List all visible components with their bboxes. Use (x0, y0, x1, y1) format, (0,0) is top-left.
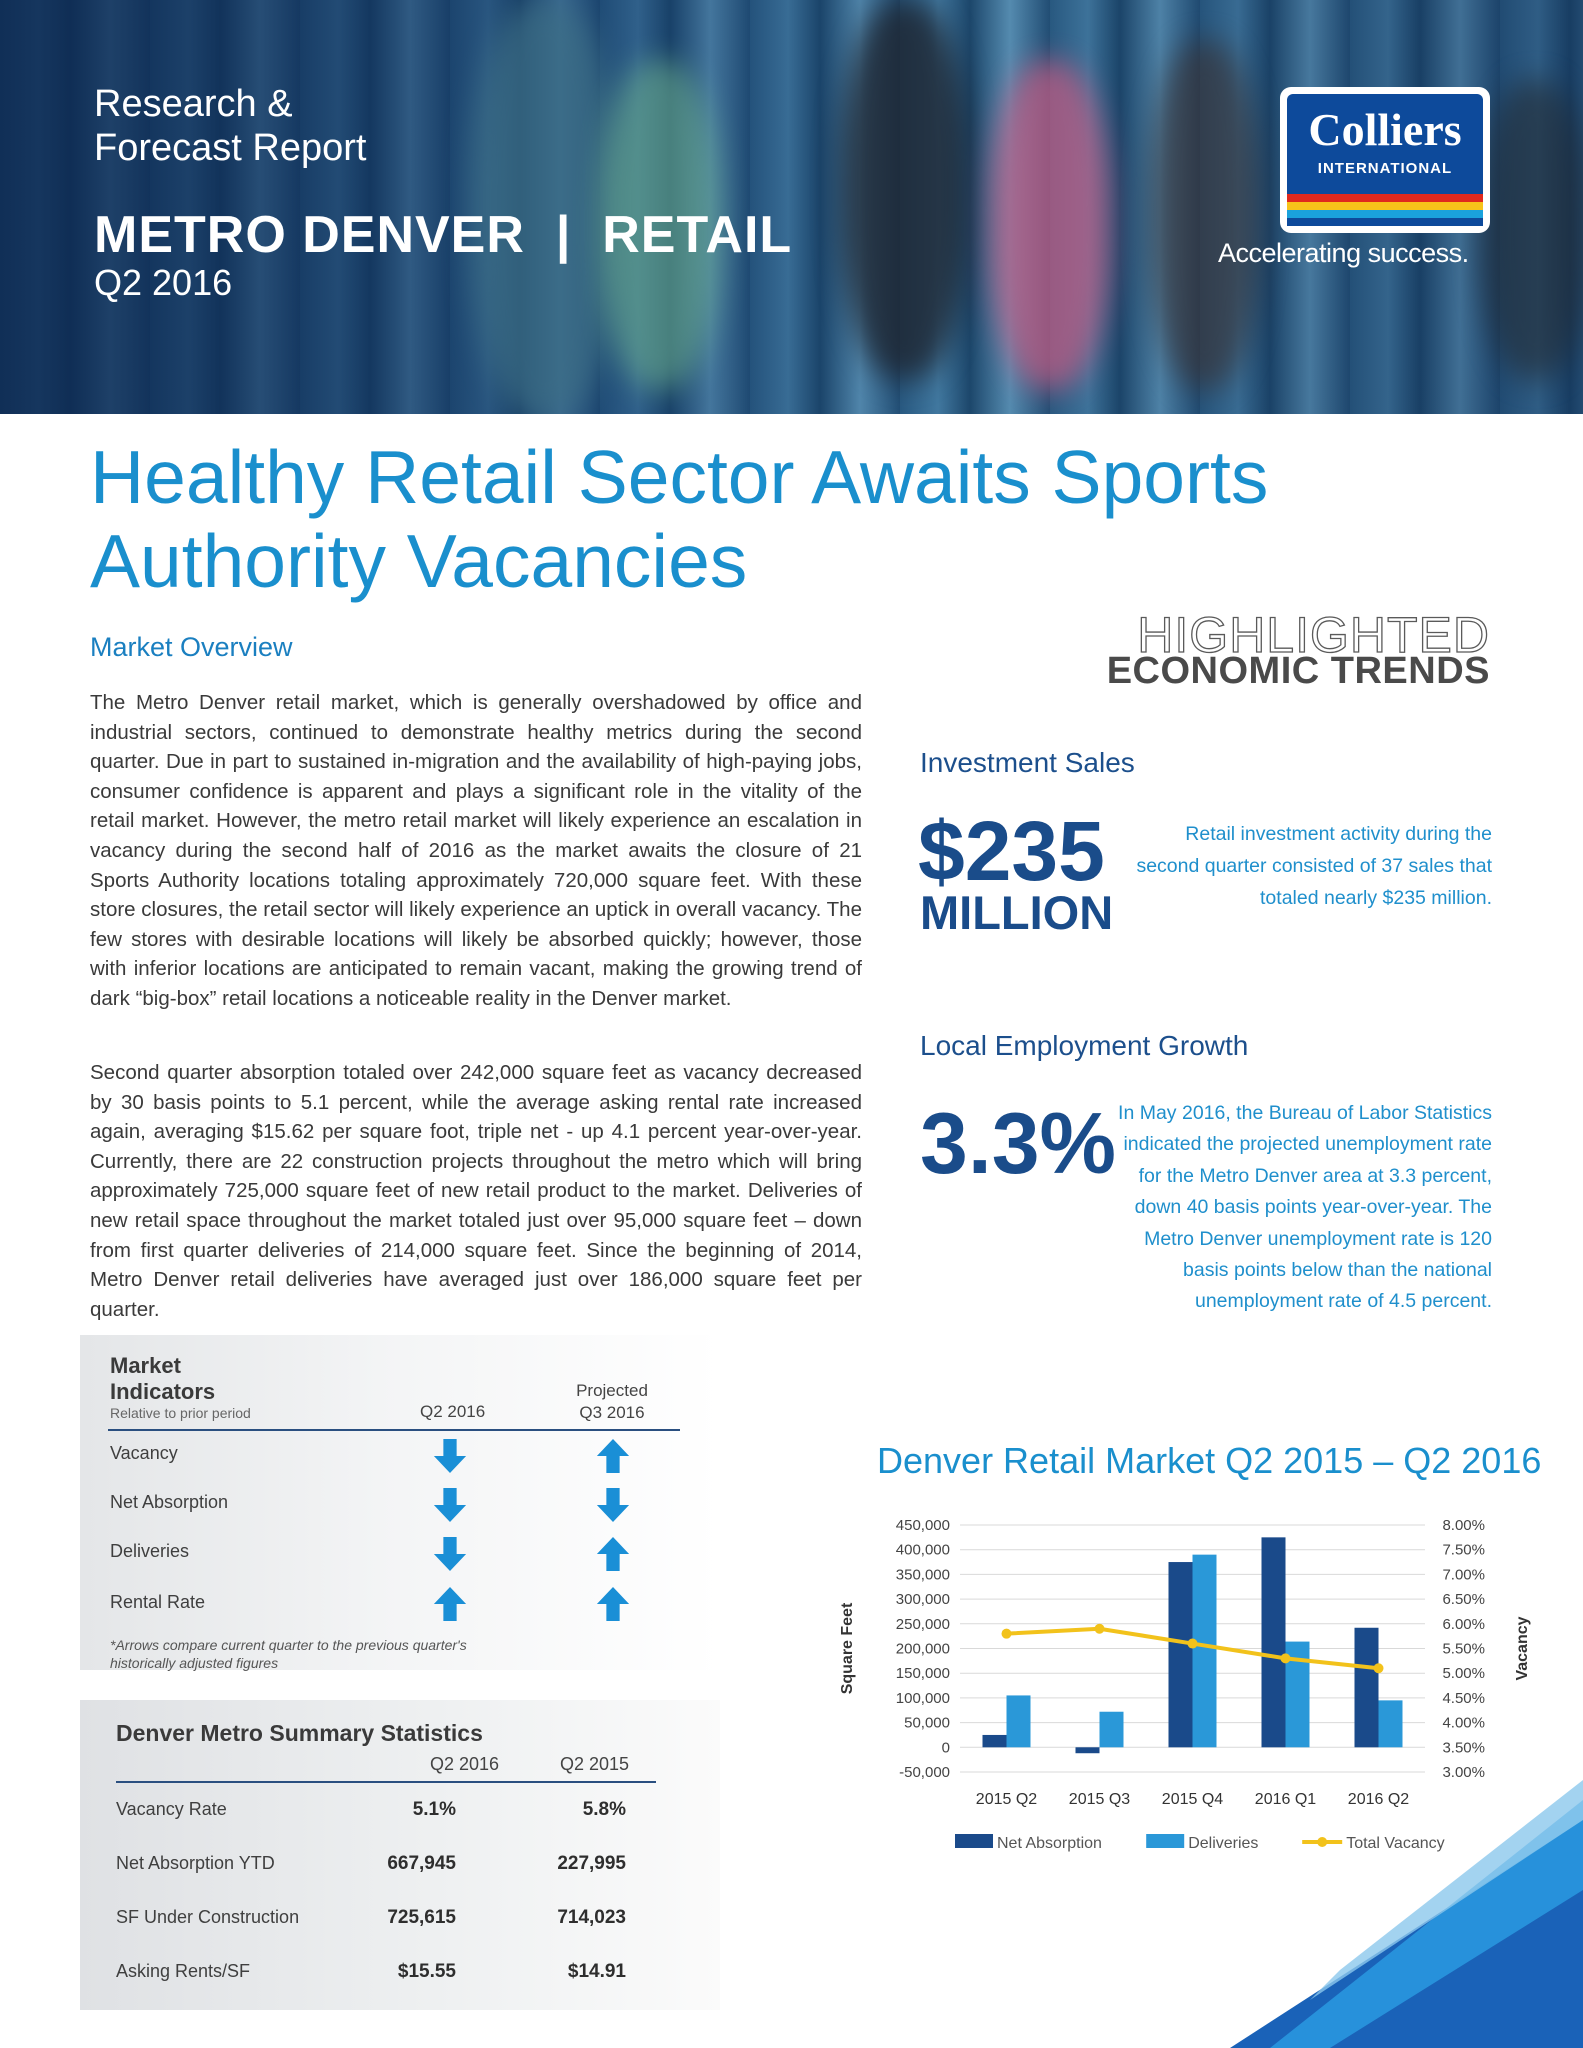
summary-row-q2-2016: 667,945 (387, 1853, 456, 1874)
y-tick-label: 350,000 (895, 1566, 950, 1584)
highlighted-heading: HIGHLIGHTED (1137, 607, 1490, 663)
projected-line2: Q3 2016 (579, 1403, 645, 1422)
colliers-logo (1283, 90, 1487, 230)
y2-axis-label: Vacancy (1514, 1616, 1531, 1681)
y2-tick-label: 4.00% (1442, 1714, 1485, 1732)
indicators-col-current: Q2 2016 (420, 1402, 486, 1421)
y2-tick-label: 5.50% (1442, 1640, 1485, 1658)
legend-swatch (1146, 1834, 1184, 1848)
arrow-down-shape (434, 1439, 466, 1473)
arrow-up-shape (597, 1537, 629, 1571)
logo-sub: INTERNATIONAL (1317, 160, 1453, 177)
y-tick-label: 50,000 (904, 1714, 950, 1732)
legend-label: Net Absorption (997, 1835, 1102, 1852)
y-tick-label: 250,000 (895, 1615, 950, 1633)
overview-paragraph-2: Second quarter absorption totaled over 242,000 square feet as vacancy decreased by 30 basis points to 5.1 percent, while the average asking rental rate increased again, averaging $15.62 per square foot, triple net - up 4.1 percent year-over-year. Currently, there are 22 construction projects throughout the metro which will bring approximately 725,000 square feet of new retail product to the market. Deliveries of new retail space throughout the market totaled just over 95,000 square feet – down from first quarter deliveries of 214,000 square feet. Since the beginning of 2014, Metro Denver retail deliveries have averaged just over 186,000 square feet per quarter. (90, 1061, 862, 1321)
investment-description: Retail investment activity during the second quarter consisted of 37 sales that totaled nearly $235 million. (1136, 823, 1492, 909)
x-tick-label: 2015 Q3 (1068, 1791, 1131, 1808)
arrow-up-shape (597, 1439, 629, 1473)
point-total-vacancy (1095, 1624, 1105, 1634)
point-total-vacancy (1188, 1639, 1198, 1649)
relative-note: Relative to prior period (110, 1405, 251, 1421)
bar-deliveries (1379, 1700, 1403, 1747)
arrow-down-shape (597, 1488, 629, 1522)
headline (90, 435, 1290, 603)
employment-growth-title: Local Employment Growth (920, 1030, 1249, 1061)
market-indicators-title (110, 1353, 215, 1405)
headline-line2: Authority Vacancies (90, 519, 748, 603)
bar-net-absorption (1262, 1537, 1286, 1747)
corner-decoration (1190, 1780, 1583, 2048)
employment-value: 3.3% (920, 1096, 1117, 1192)
indicators-rule (108, 1429, 680, 1431)
summary-row (116, 1853, 626, 1883)
blur-figure (990, 60, 1110, 390)
x-tick-label: 2015 Q4 (1161, 1791, 1224, 1808)
legend-label: Total Vacancy (1346, 1835, 1445, 1852)
summary-row (116, 1907, 626, 1937)
arrow-down-icon (595, 1486, 631, 1524)
indicators-title-line1: Market (110, 1353, 181, 1378)
summary-row-label: SF Under Construction (116, 1907, 300, 1927)
y-tick-label: 200,000 (895, 1640, 950, 1658)
report-quarter: Q2 2016 (94, 262, 233, 303)
indicators-title-line2: Indicators (110, 1379, 216, 1404)
y2-tick-label: 4.50% (1442, 1689, 1485, 1707)
overview-paragraph-1: The Metro Denver retail market, which is generally overshadowed by office and industrial sectors, continued to demonstrate healthy metrics during the second quarter. Due in part to sustained in-migration and the availability of high-paying jobs, consumer confidence is apparent and plays a significant role in the vitality of the retail market. However, the metro retail market will likely experience an escalation in vacancy during the second half of 2016 as the market awaits the closure of 21 Sports Authority locations totaling approximately 720,000 square feet. With these store closures, the retail sector will likely experience an uptick in overall vacancy. The few stores with desirable locations will likely be absorbed quickly; however, those with inferior locations are anticipated to remain vacant, making the growing trend of dark “big-box” retail locations a noticeable reality in the Denver market. (90, 691, 862, 1010)
summary-col-q2-2016: Q2 2016 (430, 1754, 500, 1774)
summary-row-q2-2016: 5.1% (412, 1799, 456, 1820)
indicator-label-rental-rate: Rental Rate (110, 1592, 206, 1612)
bar-net-absorption (1355, 1628, 1379, 1748)
arrow-down-shape (434, 1488, 466, 1522)
y-tick-label: 300,000 (895, 1591, 950, 1609)
logo-stripe-navy (1287, 218, 1483, 226)
legend-swatch (955, 1834, 993, 1848)
investment-sales-title: Investment Sales (920, 747, 1135, 778)
arrow-down-icon (432, 1437, 468, 1475)
report-type-line2: Forecast Report (94, 127, 367, 169)
indicator-label-vacancy: Vacancy (110, 1443, 178, 1463)
arrow-up-icon (432, 1585, 468, 1623)
blur-figure (1480, 80, 1583, 380)
y-tick-label: 150,000 (895, 1665, 950, 1683)
projected-line1: Projected (576, 1381, 648, 1400)
blur-figure (840, 0, 970, 380)
headline-line1: Healthy Retail Sector Awaits Sports (90, 435, 1269, 519)
summary-row-q2-2015: $14.91 (567, 1961, 626, 1982)
logo-stripe-yellow (1287, 202, 1483, 210)
market-overview-heading: Market Overview (90, 632, 293, 662)
summary-statistics-title: Denver Metro Summary Statistics (116, 1720, 483, 1746)
bar-deliveries (1100, 1712, 1124, 1748)
x-tick-label: 2015 Q2 (975, 1791, 1038, 1808)
blur-figure (1150, 40, 1260, 390)
logo-blue-panel (1287, 94, 1483, 194)
y-tick-label: -50,000 (899, 1764, 950, 1781)
bar-net-absorption (1169, 1562, 1193, 1747)
bar-deliveries (1193, 1555, 1217, 1748)
summary-row-label: Net Absorption YTD (116, 1853, 275, 1873)
report-title: METRO DENVER | RETAIL (94, 206, 793, 264)
arrow-up-icon (595, 1585, 631, 1623)
y2-tick-label: 6.00% (1442, 1615, 1485, 1633)
indicator-label-net-absorption: Net Absorption (110, 1492, 229, 1512)
summary-row (116, 1799, 626, 1829)
summary-row (116, 1961, 626, 1991)
arrow-up-icon (595, 1535, 631, 1573)
y2-tick-label: 3.00% (1442, 1764, 1485, 1781)
y2-tick-label: 7.50% (1442, 1541, 1485, 1559)
point-total-vacancy (1281, 1653, 1291, 1663)
y2-tick-label: 7.00% (1442, 1566, 1485, 1584)
indicator-label-deliveries: Deliveries (110, 1541, 190, 1561)
y2-tick-label: 3.50% (1442, 1739, 1485, 1757)
investment-unit: MILLION (920, 886, 1114, 939)
indicators-col-projected (560, 1380, 664, 1424)
point-total-vacancy (1374, 1663, 1384, 1673)
arrow-up-shape (434, 1587, 466, 1621)
arrow-down-icon (432, 1535, 468, 1573)
y-axis-label: Square Feet (839, 1602, 856, 1695)
employment-description: In May 2016, the Bureau of Labor Statistics indicated the projected unemployment rate for the Metro Denver area at 3.3 percent, down 40 basis points year-over-year. The Metro Denver unemployment rate is 120 basis points below than the national unemployment rate of 4.5 percent. (1118, 1102, 1492, 1313)
arrow-down-shape (434, 1537, 466, 1571)
logo-name: Colliers (1308, 104, 1462, 155)
summary-row-q2-2016: $15.55 (397, 1961, 456, 1982)
bar-deliveries (1007, 1695, 1031, 1747)
y2-tick-label: 8.00% (1442, 1517, 1485, 1534)
y-tick-label: 0 (941, 1739, 950, 1757)
chart-title: Denver Retail Market Q2 2015 – Q2 2016 (877, 1440, 1542, 1481)
arrow-up-icon (595, 1437, 631, 1475)
bar-net-absorption (983, 1735, 1007, 1747)
summary-row-q2-2015: 227,995 (557, 1853, 626, 1874)
x-tick-label: 2016 Q1 (1254, 1791, 1317, 1808)
summary-row-q2-2015: 5.8% (582, 1799, 626, 1820)
summary-rule (116, 1781, 656, 1783)
y-tick-label: 450,000 (895, 1517, 950, 1534)
legend-label: Deliveries (1188, 1835, 1259, 1852)
summary-row-q2-2015: 714,023 (557, 1907, 626, 1928)
point-total-vacancy (1002, 1629, 1012, 1639)
report-type-line1: Research & (94, 83, 293, 125)
report-type (94, 82, 366, 170)
economic-trends-heading: ECONOMIC TRENDS (1106, 650, 1490, 692)
arrow-up-shape (597, 1587, 629, 1621)
y2-tick-label: 5.00% (1442, 1665, 1485, 1683)
y2-tick-label: 6.50% (1442, 1591, 1485, 1609)
tagline: Accelerating success. (1218, 238, 1469, 268)
summary-row-label: Asking Rents/SF (116, 1961, 251, 1981)
summary-row-label: Vacancy Rate (116, 1799, 227, 1819)
bar-net-absorption (1076, 1747, 1100, 1753)
summary-col-q2-2015: Q2 2015 (560, 1754, 630, 1774)
y-tick-label: 100,000 (895, 1689, 950, 1707)
logo-stripe-blue (1287, 210, 1483, 218)
summary-row-q2-2016: 725,615 (387, 1907, 456, 1928)
arrow-down-icon (432, 1486, 468, 1524)
investment-value: $235 (918, 804, 1105, 898)
logo-stripe-red (1287, 194, 1483, 202)
y-tick-label: 400,000 (895, 1541, 950, 1559)
x-tick-label: 2016 Q2 (1347, 1791, 1410, 1808)
indicators-footnote: *Arrows compare current quarter to the previous quarter's historically adjusted figures (110, 1637, 467, 1671)
